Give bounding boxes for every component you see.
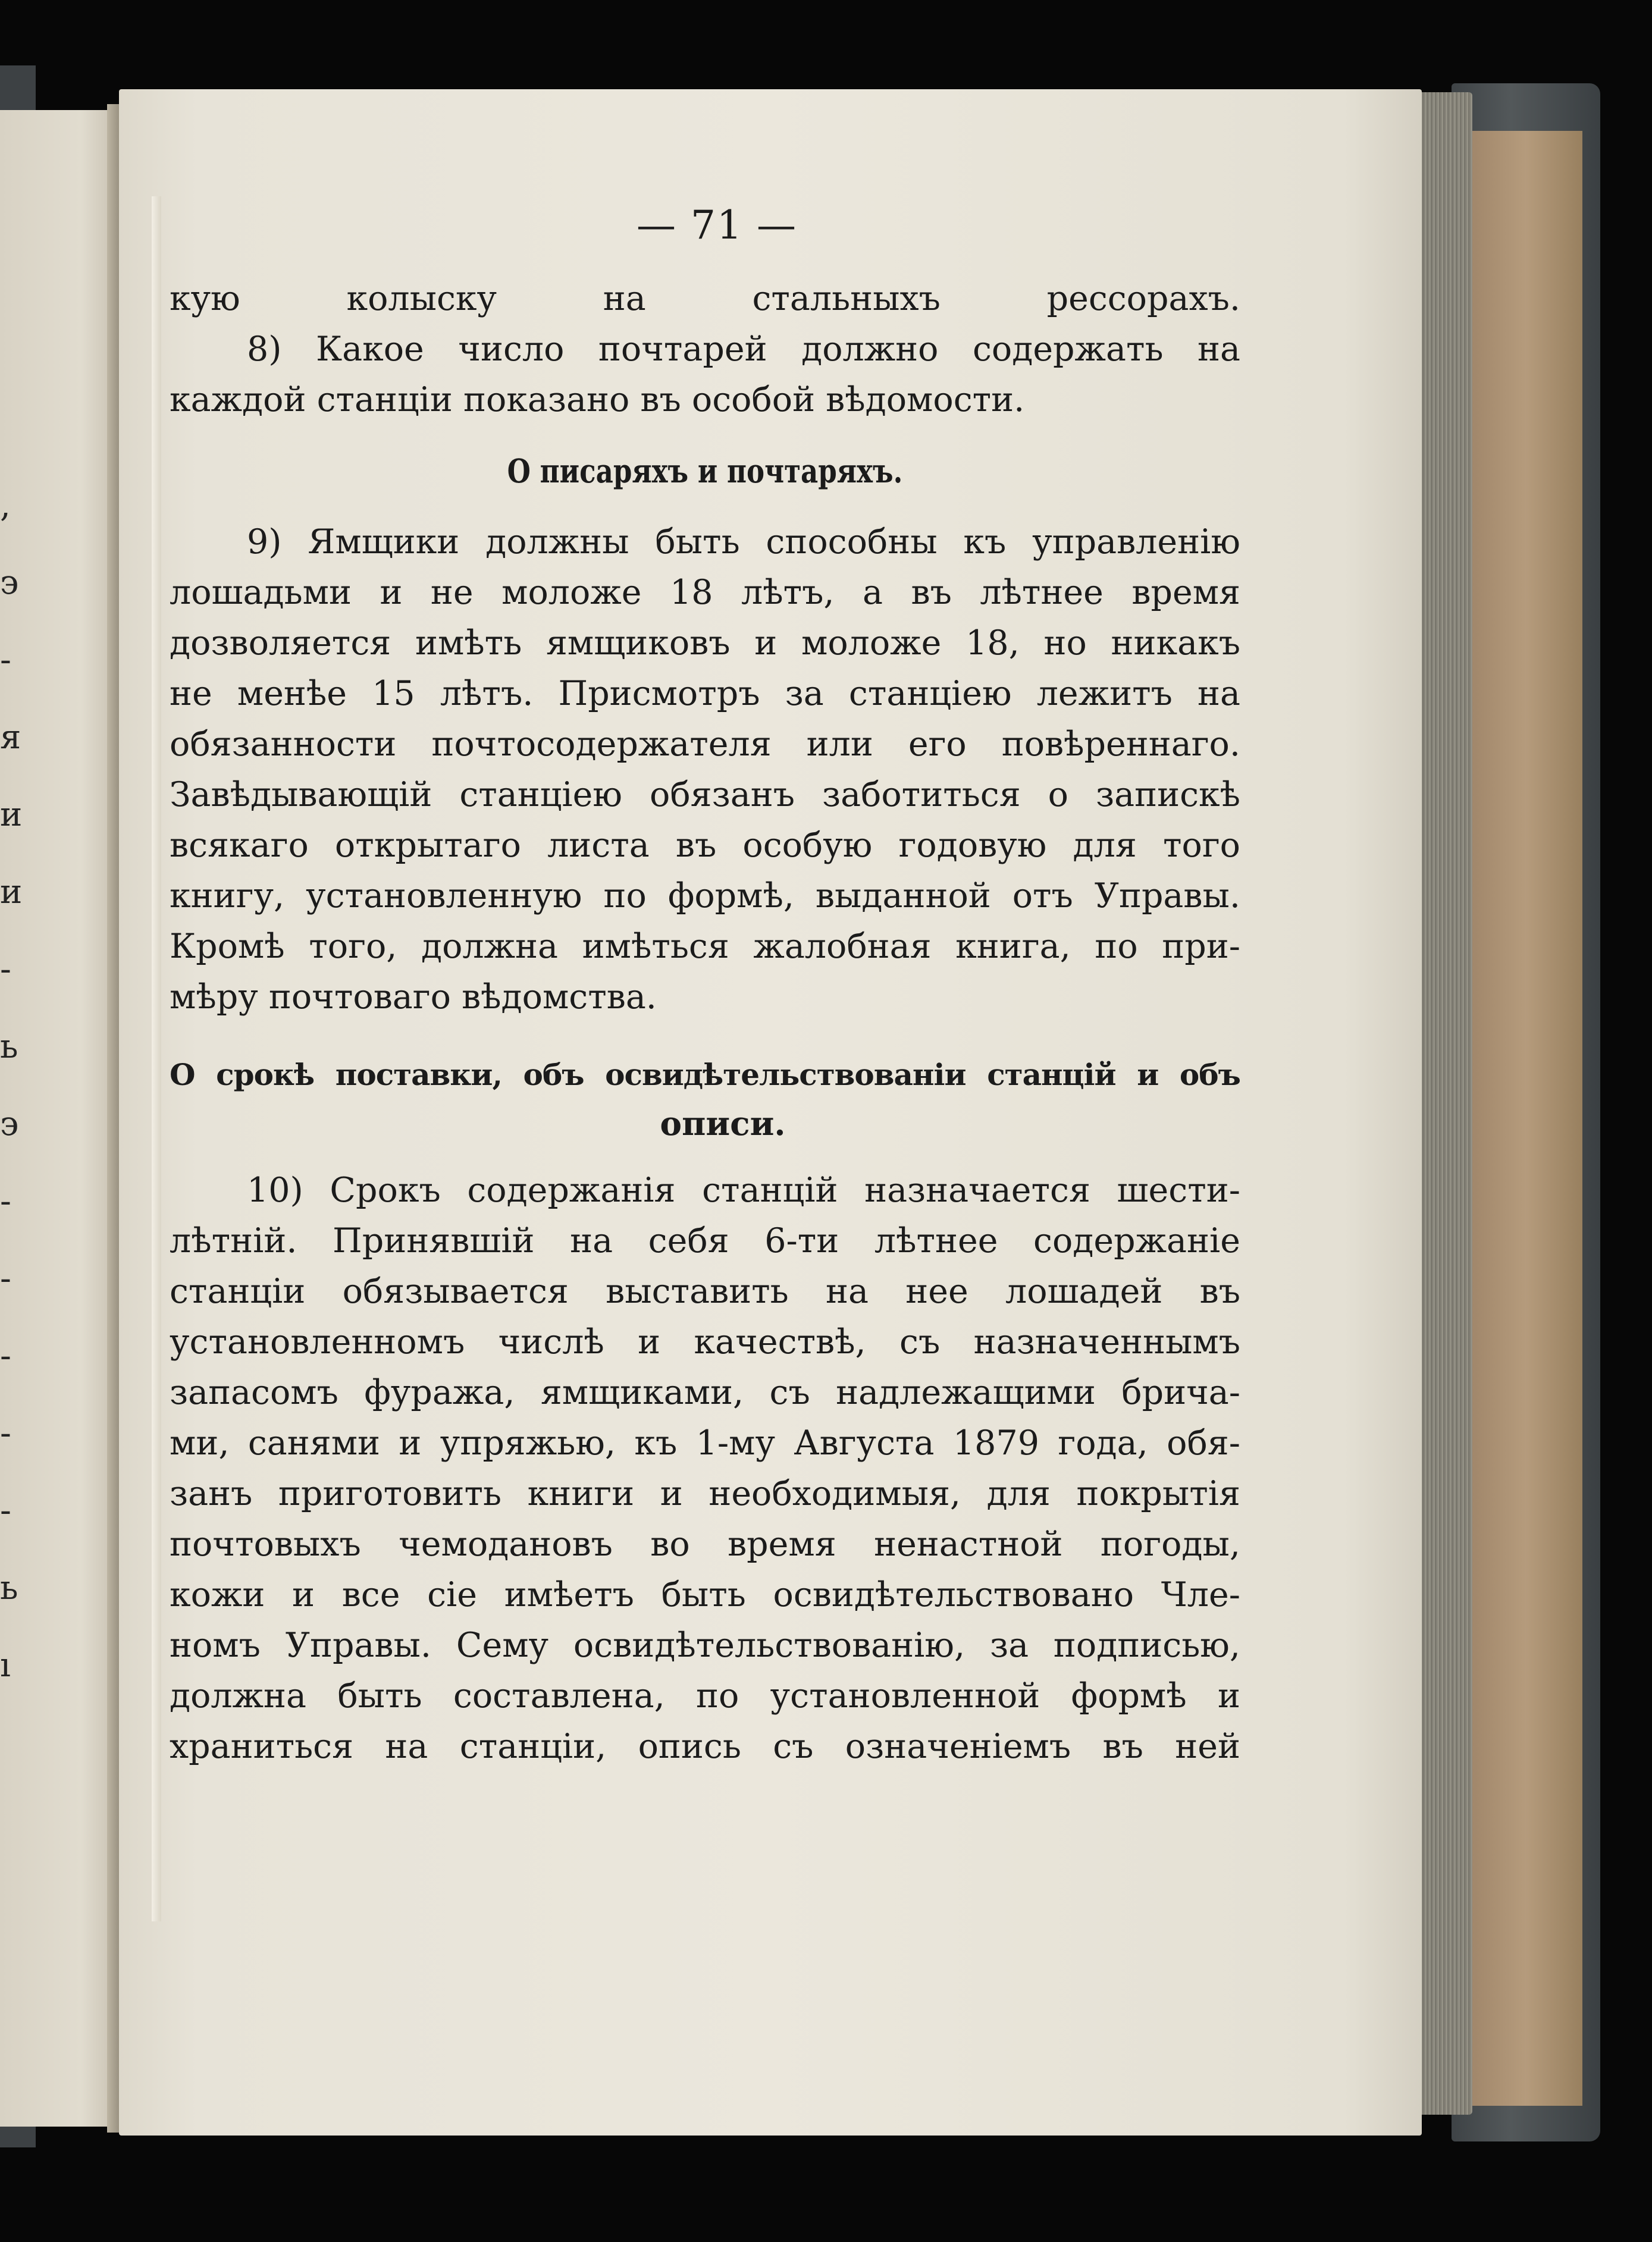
text-line: не менѣе 15 лѣтъ. Присмотръ за станціею лежитъ на [170, 674, 1240, 713]
text-line: 10) Срокъ содержанія станцій назначается шести- [247, 1171, 1240, 1210]
text-line: обязанности почтосодержателя или его повѣреннаго. [170, 725, 1240, 764]
text-line: кую колыску на стальныхъ рессорахъ. [170, 279, 1240, 318]
text-line: почтовыхъ чемодановъ во время ненастной погоды, [170, 1525, 1240, 1564]
left-page [0, 110, 116, 2127]
text-line: всякаго открытаго листа въ особую годовую для того [170, 826, 1240, 865]
text-line: станціи обязывается выставить на нее лошадей въ [170, 1272, 1240, 1311]
text-line: занъ приготовить книги и необходимыя, для покрытія [170, 1474, 1240, 1513]
book-cover-inner [1469, 131, 1582, 2106]
left-fragment: - [0, 1491, 11, 1530]
text-line: ми, санями и упряжью, къ 1-му Августа 1879 года, обя- [170, 1423, 1240, 1463]
text-line: номъ Управы. Сему освидѣтельствованію, за подписью, [170, 1626, 1240, 1665]
left-fragment: - [0, 1259, 11, 1298]
left-fragment: я [0, 718, 21, 757]
paper-strip [152, 196, 161, 1921]
text-line: установленномъ числѣ и качествѣ, съ назначеннымъ [170, 1322, 1240, 1362]
text-line: должна быть составлена, по установленной формѣ и [170, 1676, 1240, 1716]
text-line: книгу, установленную по формѣ, выданной отъ Управы. [170, 876, 1240, 915]
left-fragment: - [0, 1182, 11, 1221]
page-edges [1416, 92, 1472, 2115]
text-line: мѣру почтоваго вѣдомства. [170, 977, 657, 1017]
page-text [170, 202, 1240, 1772]
left-fragment: ı [0, 1646, 11, 1685]
text-line: кожи и все сіе имѣетъ быть освидѣтельствовано Чле- [170, 1575, 1240, 1614]
text-line: каждой станціи показано въ особой вѣдомости. [170, 380, 1025, 419]
text-line: 9) Ямщики должны быть способны къ управленію [247, 522, 1240, 562]
text-line: Завѣдывающій станціею обязанъ заботиться о запискѣ [170, 775, 1240, 814]
left-fragment: - [0, 1337, 11, 1375]
section-heading: О срокѣ поставки, объ освидѣтельствованіи станцій и объ [170, 1057, 1240, 1092]
text-line: дозволяется имѣть ямщиковъ и моложе 18, но никакъ [170, 623, 1240, 663]
left-fragment: - [0, 1414, 11, 1453]
left-fragment: , [0, 486, 11, 525]
section-heading-continued: описи. [660, 1104, 786, 1143]
text-line: запасомъ фуража, ямщиками, съ надлежащими брича- [170, 1373, 1240, 1412]
left-fragment: ь [0, 1569, 18, 1607]
left-fragment: э [0, 563, 19, 602]
left-fragment: - [0, 641, 11, 679]
text-line: 8) Какое число почтарей должно содержать на [247, 330, 1240, 369]
text-line: лѣтній. Принявшій на себя 6-ти лѣтнее содержаніе [170, 1221, 1240, 1260]
left-fragment: - [0, 950, 11, 989]
page-number: — 71 — [637, 202, 797, 248]
left-page-fragments [0, 467, 24, 1704]
text-line: лошадьми и не моложе 18 лѣтъ, а въ лѣтнее время [170, 573, 1240, 612]
section-heading: О писаряхъ и почтаряхъ. [507, 451, 903, 490]
left-fragment: и [0, 873, 23, 911]
left-fragment: э [0, 1105, 19, 1143]
left-fragment: и [0, 795, 23, 834]
left-fragment: ь [0, 1027, 18, 1066]
text-line: Кромѣ того, должна имѣться жалобная книга, по при- [170, 927, 1240, 966]
text-line: храниться на станціи, опись съ означеніемъ въ ней [170, 1727, 1240, 1766]
